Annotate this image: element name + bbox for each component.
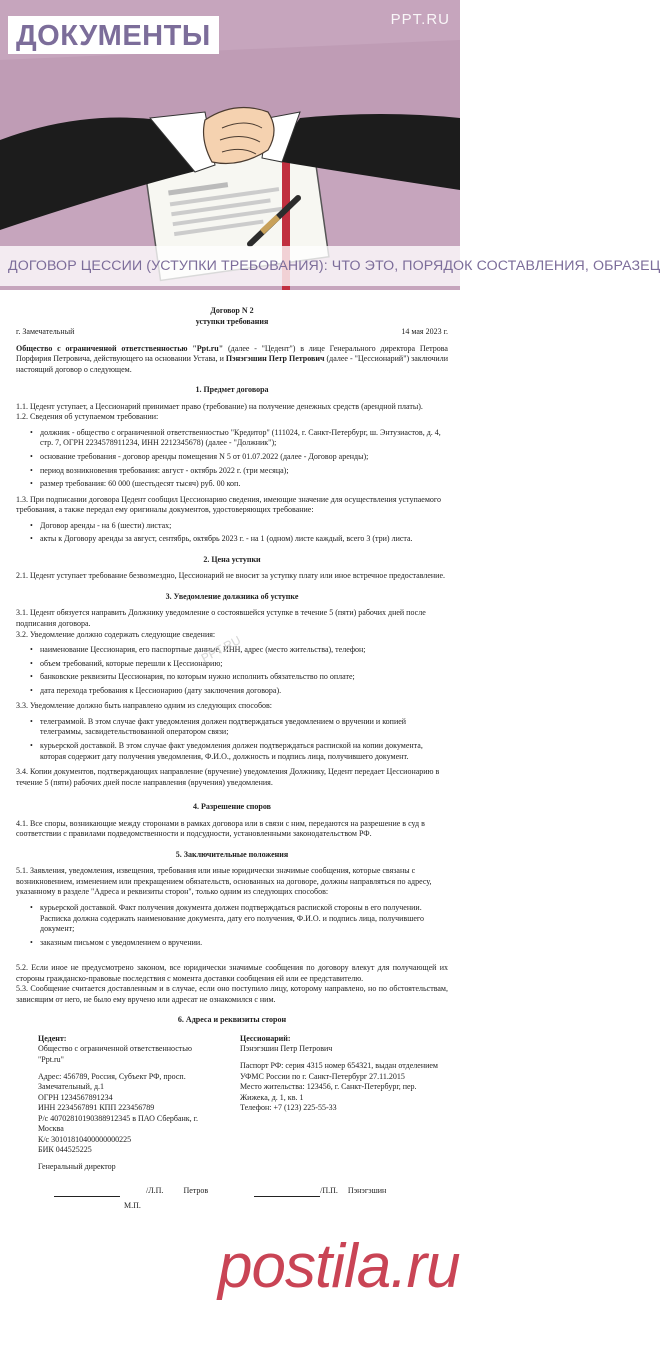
clause-3-2: 3.2. Уведомление должно содержать следующие сведения:: [16, 629, 216, 639]
signature-surname-cedent: Петров: [183, 1186, 209, 1196]
contract-document: [0, 292, 460, 1212]
postila-watermark: postila.ru: [218, 1232, 460, 1301]
contract-title: Договор N 2: [210, 306, 254, 315]
clause-4-1: 4.1. Все споры, возникающие между сторонами в рамках договора или в связи с ним, передаются на разрешение в суд в соответствии с правилами подведомственности и подсудности, установленными законодательством РФ.: [16, 818, 425, 839]
site-watermark: PPT.RU: [390, 11, 450, 28]
contract-date: 14 мая 2023 г.: [401, 327, 448, 337]
signature-line-cessionary: [254, 1188, 320, 1197]
header-banner: [0, 0, 660, 290]
cedent-bik: БИК 044525225: [38, 1145, 92, 1155]
cedent-address: Адрес: 456789, Россия, Субъект РФ, просп. Замечательный, д.1: [38, 1071, 186, 1092]
general-director-label: Генеральный директор: [38, 1161, 116, 1171]
contract-subtitle: уступки требования: [195, 316, 269, 326]
delivery-methods-list: [30, 903, 448, 948]
section-1-heading: 1. Предмет договора: [195, 385, 269, 395]
cedent-ogrn: ОГРН 1234567891234: [38, 1092, 113, 1102]
list-item: • должник - общество с ограниченной ответственностью "Кредитор" (111024, г. Санкт-Петербург, ш. Энтузиастов, д. 4, стр. 7, ОГРН 2234578911234, ИНН 2212345678) (далее - "Должник");: [30, 428, 448, 449]
cedent-corr-account: К/с 30101810400000000225: [38, 1134, 132, 1144]
clause-5-3: 5.3. Сообщение считается доставленным и в случае, если оно поступило лицу, которому направлено, но по обстоятельствам, зависящим от него, не было ему вручено или адресат не ознакомился с ним.: [16, 984, 448, 1004]
contract-city: г. Замечательный: [16, 327, 75, 337]
list-item: • дата перехода требования к Цессионарию (дату заключения договора).: [30, 686, 448, 697]
category-tag[interactable]: ДОКУМЕНТЫ: [8, 16, 219, 54]
preamble: [16, 344, 448, 376]
cessionary-address: Место жительства: 123456, г. Санкт-Петербург, пер. Жижека, д. 1, кв. 1: [240, 1082, 417, 1102]
cessionary-passport: Паспорт РФ: серия 4315 номер 654321, выдан отделением УФМС России по г. Санкт-Петербург 27.11.2015: [240, 1060, 438, 1081]
ppt-watermark: PPT.RU: [198, 632, 244, 666]
cedent-inn: ИНН 2234567891 КПП 223456789: [38, 1103, 155, 1113]
list-item: • банковские реквизиты Цессионария, по которым нужно исполнить обязательство по оплате;: [30, 672, 448, 683]
cedent-details: [38, 1034, 214, 1173]
clause-5-2: 5.2. Если иное не предусмотрено законом, все юридически значимые сообщения по договору влекут для получающей их стороны гражданско-правовые последствия с момента доставки сообщения ей или ее представителю.: [16, 963, 448, 983]
documents-list: [30, 521, 448, 545]
signature-surname-cessionary: Пэнэгэшин: [347, 1186, 387, 1196]
list-item: • наименование Цессионария, его паспортные данные, ИНН, адрес (место жительства), телефон;: [30, 645, 448, 656]
clause-3-1: 3.1. Цедент обязуется направить Должнику уведомление о состоявшейся уступке в течение 5 (пяти) рабочих дней после подписания договора.: [16, 608, 426, 629]
list-item: • период возникновения требования: август - октябрь 2022 г. (три месяца);: [30, 466, 448, 477]
signature-initials-cedent: /Л.П.: [146, 1186, 164, 1196]
list-item: • Договор аренды - на 6 (шести) листах;: [30, 521, 448, 532]
list-item: • заказным письмом с уведомлением о вручении.: [30, 938, 448, 949]
cessionary-name-bold: Пэнэгэшин Петр Петрович: [225, 354, 325, 364]
section-5-heading: 5. Заключительные положения: [175, 849, 289, 859]
section-6-heading: 6. Адреса и реквизиты сторон: [177, 1015, 287, 1025]
list-item: • телеграммой. В этом случае факт уведомления должен подтверждаться уведомлением о вручении и копией телеграммы, засвидетельствованной оператором связи;: [30, 717, 448, 738]
signature-initials-cessionary: /П.П.: [320, 1186, 338, 1196]
clause-1-3: 1.3. При подписании договора Цедент сообщил Цессионарию сведения, имеющие значение для осуществления уступаемого требования, а также передал ему оригиналы документов, удостоверяющих требование:: [16, 494, 441, 515]
preamble-text-1: (далее - "Цедент") в лице Генерального директора Петрова Порфирия Петровича, действующего на основании Устава, и: [16, 343, 448, 364]
list-item: • объем требований, которые перешли к Цессионарию;: [30, 659, 448, 670]
section-2-heading: 2. Цена уступки: [203, 554, 261, 564]
notice-methods-list: [30, 717, 448, 762]
clause-1-2: 1.2. Сведения об уступаемом требовании:: [16, 412, 159, 422]
section-4-heading: 4. Разрешение споров: [193, 802, 271, 812]
cessionary-heading: Цессионарий:: [240, 1033, 291, 1043]
list-item: • акты к Договору аренды за август, сентябрь, октябрь 2023 г. - на 1 (одном) листе каждый, всего 3 (три) листа.: [30, 534, 448, 545]
cedent-name-bold: Общество с ограниченной ответственностью "Ppt.ru": [16, 343, 224, 353]
article-subtitle: ДОГОВОР ЦЕССИИ (УСТУПКИ ТРЕБОВАНИЯ): ЧТО ЭТО, ПОРЯДОК СОСТАВЛЕНИЯ, ОБРАЗЕЦ: [0, 246, 460, 286]
seal-placeholder: М.П.: [124, 1201, 141, 1210]
list-item: • курьерской доставкой. Факт получения документа должен подтверждаться распиской стороны в его получении. Расписка должна содержать наименование документа, дату его получения, Ф.И.О. и подпись лица, получившего документ;: [30, 903, 448, 935]
list-item: • курьерской доставкой. В этом случае факт уведомления должен подтверждаться распиской на копии документа, которая содержит дату получения уведомления, Ф.И.О., должность и подпись лица, получившего документ.: [30, 741, 448, 762]
cedent-org-name: Общество с ограниченной ответственностью "Ppt.ru": [38, 1044, 192, 1064]
signature-line-cedent: [54, 1188, 120, 1197]
clause-3-3: 3.3. Уведомление должно быть направлено одним из следующих способов:: [16, 701, 273, 711]
section-3-heading: 3. Уведомление должника об уступке: [165, 591, 299, 601]
list-item: • размер требования: 60 000 (шестьдесят тысяч) руб. 00 коп.: [30, 479, 448, 490]
party-details: [38, 1034, 448, 1173]
clause-3-4: 3.4. Копии документов, подтверждающих направление (вручение) уведомления Должнику, Цедент передает Цессионарию в течение 5 (пяти) рабочих дней после направления (вручения) уведомления.: [16, 767, 440, 787]
cedent-account: Р/с 40702810190388912345 в ПАО Сбербанк, г. Москва: [38, 1113, 199, 1134]
clause-1-1: 1.1. Цедент уступает, а Цессионарий принимает право (требование) на получение денежных средств (арендной платы).: [16, 401, 423, 411]
cessionary-details: [240, 1034, 440, 1173]
cedent-heading: Цедент:: [38, 1033, 67, 1043]
list-item: • основание требования - договор аренды помещения N 5 от 01.07.2022 (далее - Договор аренды);: [30, 452, 448, 463]
clause-2-1: 2.1. Цедент уступает требование безвозмездно, Цессионарий не вносит за уступку плату или иное встречное предоставление.: [16, 571, 446, 581]
clause-5-1: 5.1. Заявления, уведомления, извещения, требования или иные юридически значимые сообщения, которые связаны с возникновением, изменением или прекращением обязательств, основанных на договоре, должны направляться по адресу, указанному в разделе "Адреса и реквизиты сторон", только одним из следующих способов:: [16, 866, 432, 897]
cessionary-name: Пэнэгэшин Петр Петрович: [240, 1044, 333, 1054]
cessionary-phone: Телефон: +7 (123) 225-55-33: [240, 1103, 337, 1113]
place-date-row: [16, 327, 448, 338]
preamble-text-2: (далее - "Цессионарий") заключили настоящий договор о следующем.: [16, 354, 448, 374]
claim-details-list: [30, 428, 448, 490]
signature-row: [54, 1186, 448, 1197]
notice-contents-list: [30, 645, 448, 696]
